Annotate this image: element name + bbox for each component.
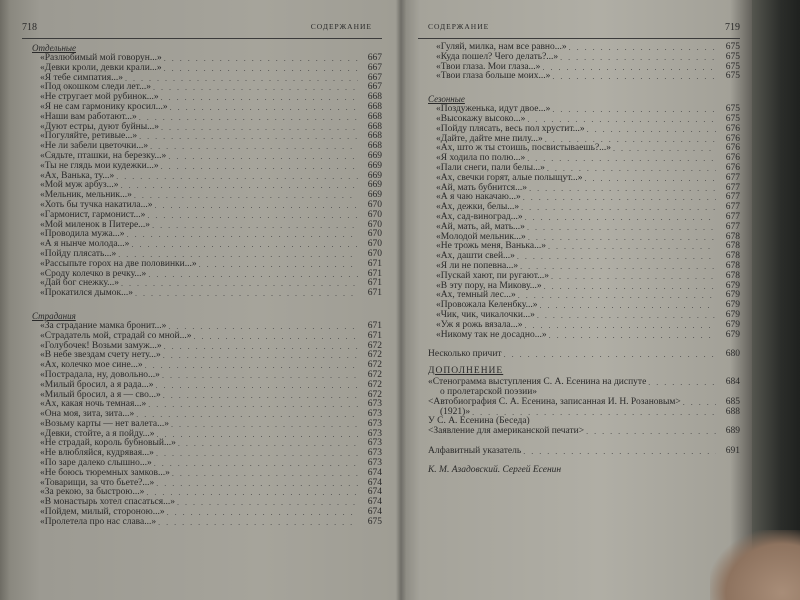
leader-dots (549, 272, 716, 282)
toc-entry-title: «Никому так не досадно...» (436, 329, 547, 340)
toc-entry-title: «Не влюбляйся, кудрявая...» (40, 448, 154, 459)
header-rule (22, 38, 382, 39)
toc-entry-page: 674 (367, 487, 382, 498)
toc-entry-title: «А я чаю накачаю...» (436, 192, 521, 203)
toc-entry-page: 671 (367, 278, 382, 289)
toc-entry-page: 669 (367, 150, 382, 161)
toc-entry-title: «Ах, какая ночь темная...» (40, 399, 147, 410)
leader-dots (143, 361, 358, 371)
toc-entry-title: Несколько причит (428, 349, 502, 360)
toc-entry-page: 675 (725, 51, 740, 62)
toc-entry-title: «Страдатель мой, страдай со мной...» (40, 330, 192, 341)
toc-entry-title: «Чик, чик, чикалочки...» (436, 309, 535, 320)
toc-entry-page: 676 (725, 153, 740, 164)
toc-entry-title: «Она моя, зита, зита...» (40, 409, 135, 420)
toc-entry-page: 679 (725, 329, 740, 340)
toc-entry-title: «Сядьте, пташки, на березку...» (40, 150, 167, 161)
toc-entry-page: 679 (725, 319, 740, 330)
appendix-list (418, 378, 740, 437)
toc-entry-page: 671 (367, 268, 382, 279)
leader-dots (166, 322, 358, 332)
toc-entry (418, 331, 740, 341)
toc-entry-title: «Не ли забели цветочки...» (40, 141, 149, 152)
leader-dots (152, 459, 358, 469)
toc-entry-title: «Пускай хают, пи ругают...» (436, 270, 550, 281)
toc-entry-title: «Я тебе симпатия...» (40, 72, 123, 83)
toc-entry-page: 677 (725, 182, 740, 193)
leader-dots (527, 184, 716, 194)
toc-entry-page: 670 (367, 199, 382, 210)
toc-entry-title: «Гармонист, гармонист...» (40, 209, 146, 220)
toc-entry-title: «Ах, дежки, белы...» (436, 202, 520, 213)
leader-dots (145, 211, 358, 221)
toc-entry (418, 72, 740, 82)
toc-entry-page: 674 (367, 507, 382, 518)
toc-entry-page: 673 (367, 438, 382, 449)
leader-dots (558, 53, 716, 63)
right-toc (418, 94, 740, 340)
toc-entry-page: 675 (725, 42, 740, 52)
toc-entry-title: «Не трожь меня, Ванька...» (436, 241, 546, 252)
toc-entry-page: 679 (725, 300, 740, 311)
toc-entry-title: «Твои глаза больше моих...» (436, 71, 551, 82)
leader-dots (159, 123, 358, 133)
toc-entry-page: 685 (725, 396, 740, 407)
leader-dots (114, 172, 358, 182)
toc-entry-title: <Автобиография С. А. Есенина, записанная И. Н. Розановым> (428, 396, 681, 407)
toc-entry-title: «Гуляй, милка, нам все равно...» (436, 42, 567, 52)
leader-dots (129, 240, 358, 250)
toc-entry-title: «Ты не глядь мои кудежки...» (40, 160, 159, 171)
leader-dots (148, 142, 358, 152)
toc-entry-title: «В монастырь хотел спасаться...» (40, 497, 175, 508)
toc-entry-page: 678 (725, 241, 740, 252)
toc-entry-title: «Милый бросил, а я рада...» (40, 379, 154, 390)
leader-dots (585, 125, 716, 135)
toc-entry-page: 672 (367, 360, 382, 371)
toc-entry-page: 680 (725, 349, 740, 360)
leader-dots (567, 43, 716, 53)
toc-entry-title: «Ах, што ж ты стоишь, посвистываешь?...» (436, 143, 612, 154)
toc-entry-page: 691 (725, 445, 740, 456)
toc-entry-page: 678 (725, 231, 740, 242)
leader-dots (525, 154, 716, 164)
toc-entry-page: 667 (367, 53, 382, 63)
toc-entry-page: 671 (367, 320, 382, 331)
leader-dots (192, 332, 358, 342)
toc-entry-title: «Проводила мужа...» (40, 229, 125, 240)
toc-entry-page: 676 (725, 133, 740, 144)
section-heading: Страдания (32, 310, 76, 321)
toc-entry-page: 668 (367, 131, 382, 142)
leader-dots (160, 371, 358, 381)
leader-dots (516, 291, 716, 301)
running-head: СОДЕРЖАНИЕ (428, 22, 490, 31)
toc-entry-page: 671 (367, 288, 382, 299)
toc-entry-page: 675 (725, 61, 740, 72)
leader-dots (154, 430, 358, 440)
leader-dots (521, 193, 716, 203)
toc-entry-page: 679 (725, 290, 740, 301)
leader-dots (525, 223, 716, 233)
leader-dots (119, 181, 358, 191)
leader-dots (132, 191, 358, 201)
toc-entry-title: Алфавитный указатель (428, 445, 522, 456)
toc-entry-page: 670 (367, 248, 382, 259)
toc-entry-title: «Погуляйте, ретивые...» (40, 131, 138, 142)
running-head: СОДЕРЖАНИЕ (310, 22, 372, 31)
toc-entry-title: «Девки, стойте, а я пойду...» (40, 428, 155, 439)
toc-entry-page: 675 (725, 71, 740, 82)
toc-entry-title: «Не боюсь тюремных замков...» (40, 467, 170, 478)
leader-dots (159, 93, 358, 103)
book-cover-edge (752, 0, 800, 600)
toc-entry-page: 667 (367, 72, 382, 83)
toc-entry (418, 427, 740, 437)
leader-dots (583, 174, 716, 184)
leader-dots (175, 498, 358, 508)
leader-dots (519, 203, 716, 213)
toc-entry-page: 668 (367, 92, 382, 103)
toc-entry-title: «Прокатился дымок...» (40, 288, 133, 299)
leader-dots (146, 400, 358, 410)
toc-entry-page: 672 (367, 379, 382, 390)
leader-dots (502, 350, 716, 360)
leader-dots (144, 488, 358, 498)
leader-dots (137, 113, 358, 123)
toc-entry-title: «Пали снеги, пали белы...» (436, 162, 545, 173)
leader-dots (523, 213, 716, 223)
left-page-header (22, 22, 382, 36)
toc-entry-title: «Не стругает мой рубинок...» (40, 92, 159, 103)
book-gutter (396, 0, 406, 600)
toc-entry-title: о пролетарской поэзии» (440, 386, 538, 397)
leader-dots (119, 279, 358, 289)
toc-entry-title: «Ах, колечко мое сине...» (40, 360, 143, 371)
leader-dots (161, 391, 358, 401)
leader-dots (123, 74, 358, 84)
toc-entry-page: 667 (367, 62, 382, 73)
toc-entry-page: 673 (367, 399, 382, 410)
toc-entry-page: 670 (367, 209, 382, 220)
toc-entry-page: 673 (367, 428, 382, 439)
toc-entry-title: «За рекою, за быстрою...» (40, 487, 145, 498)
leader-dots (159, 162, 358, 172)
toc-entry-title: «Дайте, дайте мне пилу...» (436, 133, 543, 144)
toc-entry-title: «Ах, свечки горят, алые полыщут...» (436, 172, 583, 183)
toc-entry-title: «Мой миленок в Питере...» (40, 219, 151, 230)
leader-dots (546, 242, 716, 252)
toc-entry-title: «В небе звездам счету нету...» (40, 350, 161, 361)
toc-entry-title: «Дай бог снежку...» (40, 278, 119, 289)
left-toc (22, 43, 382, 528)
right-top-entries (418, 43, 740, 92)
toc-entry-page: 674 (367, 477, 382, 488)
leader-dots (540, 63, 716, 73)
page-number: 718 (22, 22, 37, 33)
toc-entry-page: 676 (725, 143, 740, 154)
toc-entry-page: 679 (725, 280, 740, 291)
toc-entry-title: <Заявление для американской печати> (428, 426, 585, 437)
leader-dots (646, 378, 716, 388)
leader-dots (537, 301, 716, 311)
toc-entry-page: 674 (367, 467, 382, 478)
toc-entry-page: 668 (367, 141, 382, 152)
toc-entry-page: 669 (367, 190, 382, 201)
toc-entry-page: 675 (725, 113, 740, 124)
toc-entry-title: «За страдание мамка бронит...» (40, 320, 167, 331)
toc-entry-title: «Провожала Келенбку...» (436, 300, 538, 311)
toc-entry-title: «Сроду колечко в речку...» (40, 268, 147, 279)
toc-entry (22, 289, 382, 299)
leader-dots (169, 420, 358, 430)
toc-entry-title: «Ах, сад-виноград...» (436, 211, 523, 222)
toc-entry-title: «По заре далеко слышно...» (40, 458, 152, 469)
toc-entry-page: 674 (367, 497, 382, 508)
toc-entry-title: «Твои глаза. Мои глаза...» (436, 61, 541, 72)
toc-entry-title: «Уж я рожь вязала...» (436, 319, 523, 330)
toc-entry (418, 447, 740, 457)
leader-dots (153, 381, 358, 391)
leader-dots (611, 144, 716, 154)
toc-entry-page: 669 (367, 170, 382, 181)
section-heading: ДОПОЛНЕНИЕ (428, 366, 504, 377)
leader-dots (521, 447, 716, 457)
toc-entry-title: «Стенограмма выступления С. А. Есенина на диспуте (428, 377, 647, 388)
toc-entry-title: «Ах, Ванька, ту...» (40, 170, 115, 181)
leader-dots (133, 289, 358, 299)
leader-dots (584, 427, 716, 437)
toc-entry-title: «Ах, дашти свей...» (436, 251, 515, 262)
toc-entry-page: 679 (725, 309, 740, 320)
leader-dots (526, 233, 716, 243)
page-number: 719 (725, 22, 740, 33)
leader-dots (156, 518, 358, 528)
author-entry: К. М. Азадовский. Сергей Есенин (428, 464, 562, 475)
leader-dots (151, 83, 358, 93)
toc-entry-title: «В эту пору, на Микову...» (436, 280, 542, 291)
leader-dots (522, 321, 716, 331)
leader-dots (153, 201, 358, 211)
toc-entry-title: «Девки кроли, девки крали...» (40, 62, 162, 73)
toc-entry (22, 518, 382, 528)
toc-entry-title: «Я ходила по полю...» (436, 153, 526, 164)
leader-dots (547, 331, 716, 341)
toc-entry-page: 670 (367, 239, 382, 250)
leader-dots (681, 398, 716, 408)
toc-entry-page: 673 (367, 409, 382, 420)
toc-entry-title: «Хоть бы тучка накатила...» (40, 199, 153, 210)
leader-dots (168, 103, 358, 113)
toc-entry-page: 669 (367, 180, 382, 191)
toc-entry-page: 676 (725, 162, 740, 173)
leader-dots (542, 282, 716, 292)
section-heading: Сезонные (428, 94, 465, 105)
toc-entry-page: 668 (367, 101, 382, 112)
toc-entry-page: 677 (725, 221, 740, 232)
right-page-header (418, 22, 740, 36)
leader-dots (535, 311, 716, 321)
toc-entry-title: «Мельник, мельник...» (40, 190, 132, 201)
toc-entry-page: 678 (725, 260, 740, 271)
toc-entry-title: «А я нынче молода...» (40, 239, 130, 250)
header-rule (418, 38, 740, 39)
toc-entry-page: 667 (367, 82, 382, 93)
toc-entry-page: 672 (367, 340, 382, 351)
toc-entry-page: 677 (725, 202, 740, 213)
toc-entry-title: «Милый бросил, а я — сво...» (40, 389, 161, 400)
left-page (22, 22, 382, 592)
leader-dots (154, 479, 358, 489)
toc-entry-page: 675 (725, 104, 740, 115)
toc-entry-title: «Наши вам работают...» (40, 111, 137, 122)
toc-entry-title: «Пострадала, ну, довольно...» (40, 369, 160, 380)
toc-entry-title: «Ай, мать бубнится...» (436, 182, 528, 193)
toc-entry-page: 677 (725, 172, 740, 183)
right-page (418, 22, 740, 592)
leader-dots (162, 54, 358, 64)
toc-entry-title: «Пойду плясать...» (40, 248, 117, 259)
toc-entry-title: «Высокажу высоко...» (436, 113, 526, 124)
toc-entry-page: 670 (367, 219, 382, 230)
leader-dots (165, 508, 358, 518)
leader-dots (150, 221, 358, 231)
toc-entry-title: «Под окошком следи лет...» (40, 82, 151, 93)
leader-dots (125, 230, 358, 240)
toc-entry-page: 671 (367, 330, 382, 341)
toc-entry-title: «Ах, темный лес...» (436, 290, 516, 301)
toc-entry-page: 689 (725, 426, 740, 437)
toc-entry-page: 678 (725, 251, 740, 262)
toc-entry-page: 668 (367, 111, 382, 122)
toc-entry-title: «Разлюбимый мой говорун...» (40, 53, 162, 63)
toc-entry-title: «Дуют естры, дуют буйны...» (40, 121, 160, 132)
toc-entry-page: 671 (367, 258, 382, 269)
toc-entry-title: «Поздуженька, идут двое...» (436, 104, 551, 115)
toc-entry-title: «Пойду плясать, весь пол хрустит...» (436, 123, 585, 134)
leader-dots (161, 351, 358, 361)
toc-entry-page: 668 (367, 121, 382, 132)
toc-entry-title: «Мой муж арбуз...» (40, 180, 119, 191)
toc-entry-page: 676 (725, 123, 740, 134)
toc-entry-page: 684 (725, 377, 740, 388)
toc-entry-title: У С. А. Есенина (Беседа) (428, 416, 530, 427)
toc-entry-title: «Молодой мельник...» (436, 231, 526, 242)
leader-dots (137, 132, 358, 142)
toc-entry-title: «Товарищи, за что бьете?...» (40, 477, 155, 488)
leader-dots (162, 64, 358, 74)
toc-entry-page: 677 (725, 211, 740, 222)
leader-dots (162, 342, 358, 352)
toc-entry-page: 673 (367, 448, 382, 459)
toc-entry-page: 670 (367, 229, 382, 240)
toc-entry-page: 672 (367, 350, 382, 361)
toc-entry-page: 672 (367, 389, 382, 400)
leader-dots (550, 105, 716, 115)
leader-dots (154, 449, 358, 459)
toc-entry-page: 688 (725, 406, 740, 417)
toc-entry-title: «Пролетела про нас слава...» (40, 516, 157, 527)
toc-entry-title: «Рассыпьте горох на две половинки...» (40, 258, 197, 269)
toc-entry-title: «Не страдай, король бубновый...» (40, 438, 176, 449)
leader-dots (176, 439, 358, 449)
toc-entry-title: «Ай, мать, ай, мать...» (436, 221, 525, 232)
toc-entry-title: «Куда пошел? Чего делать?...» (436, 51, 559, 62)
leader-dots (197, 260, 358, 270)
toc-entry-page: 673 (367, 458, 382, 469)
toc-entry-page: 677 (725, 192, 740, 203)
section-heading: Отдельные (32, 43, 77, 53)
toc-entry-title: «Возьму карты — нет валета...» (40, 418, 169, 429)
leader-dots (515, 252, 716, 262)
leader-dots (166, 152, 358, 162)
leader-dots (550, 72, 716, 82)
toc-entry-page: 675 (367, 516, 382, 527)
toc-entry-page: 672 (367, 369, 382, 380)
toc-entry (418, 350, 740, 360)
toc-entry-title: «Пойдем, милый, стороною...» (40, 507, 165, 518)
toc-entry-page: 669 (367, 160, 382, 171)
toc-entry-title: (1921)» (440, 406, 471, 417)
leader-dots (170, 469, 358, 479)
toc-entry-page: 673 (367, 418, 382, 429)
leader-dots (146, 270, 358, 280)
toc-entry-title: «Я не сам гармонику кросил...» (40, 101, 168, 112)
toc-entry-title: «Я ли не попевна...» (436, 260, 519, 271)
hand-shadow (710, 530, 800, 600)
toc-entry-title: «Голубочек! Возьми замуж...» (40, 340, 162, 351)
toc-entry-page: 678 (725, 270, 740, 281)
